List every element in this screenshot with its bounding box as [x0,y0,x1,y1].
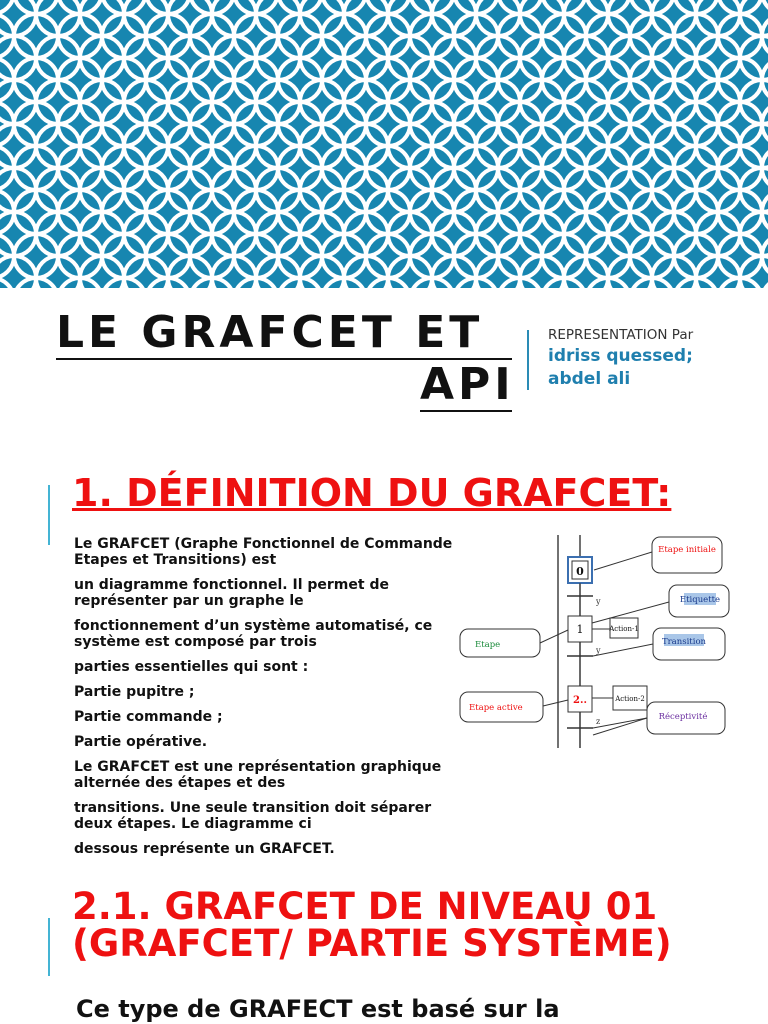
step-0-label: 0 [576,565,584,578]
grafcet-diagram [455,530,760,778]
section-1-heading: 1. DÉFINITION DU GRAFCET: [72,471,672,515]
receptivity-y-2: y [596,646,601,655]
callout-etape-active: Etape active [469,703,523,713]
section-2-body: Ce type de GRAFECT est basé sur la [76,995,560,1023]
authors-line-2: abdel ali [548,369,631,389]
authors-line-1: idriss quessed; [548,346,693,366]
callout-receptivite: Réceptivité [658,712,708,722]
section-1-body [74,536,454,857]
paragraph: Partie pupitre ; [74,684,195,700]
callout-transition: Transition [661,637,707,647]
receptivity-y-1: y [596,597,601,606]
section-2-heading: 2.1. GRAFCET DE NIVEAU 01 (GRAFCET/ PARTIE SYSTÈME) [72,885,672,965]
subtitle [548,327,763,391]
title-line-2: API [420,359,515,410]
callout-etape-initiale: Etape initiale [658,545,716,555]
section-2-accent-bar [48,918,50,976]
callout-etape: Etape [475,640,501,650]
paragraph: un diagramme fonctionnel. Il permet de représenter par un graphe le [74,577,389,609]
step-1-label: 1 [576,623,584,636]
paragraph: dessous représente un GRAFCET. [74,841,335,857]
paragraph: parties essentielles qui sont : [74,659,309,675]
title-divider [527,330,529,390]
decorative-banner [0,0,768,288]
receptivity-z: z [596,717,601,726]
step-2-label: 2.. [573,695,587,706]
authors [548,345,763,391]
subtitle-kicker: REPRESENTATION Par [548,327,694,343]
title-line-1: LE GRAFCET ET [56,308,512,360]
paragraph: transitions. Une seule transition doit séparer deux étapes. Le diagramme ci [74,800,432,832]
paragraph: Partie opérative. [74,734,208,750]
section-1-accent-bar [48,485,50,545]
slide-title [56,307,515,412]
paragraph: Le GRAFCET est une représentation graphique alternée des étapes et des [74,759,442,791]
action-1-label: Action-1 [609,625,639,633]
callout-etiquette: Etiquette [679,595,721,605]
paragraph: Partie commande ; [74,709,223,725]
action-2-label: Action-2 [615,695,645,703]
paragraph: Le GRAFCET (Graphe Fonctionnel de Commande Etapes et Transitions) est [74,536,453,568]
paragraph: fonctionnement d’un système automatisé, ce système est composé par trois [74,618,433,650]
